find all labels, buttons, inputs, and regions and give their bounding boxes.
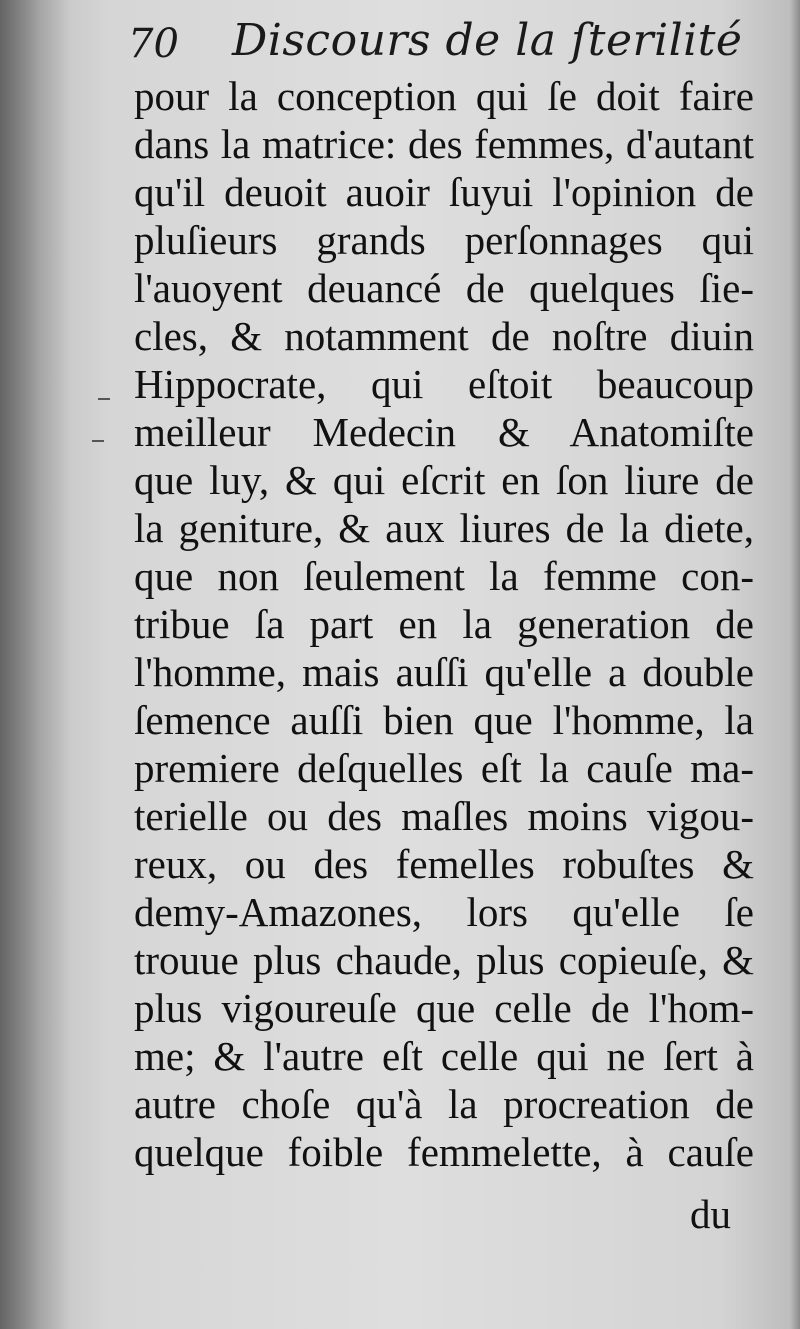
text-line: autre choſe qu'à la procreation de [134, 1081, 754, 1127]
text-line: premiere deſquelles eſt la cauſe ma- [134, 745, 754, 791]
margin-mark [98, 398, 110, 400]
text-line: cles, & notamment de noſtre diuin [134, 313, 754, 359]
binding-shadow [0, 0, 70, 1329]
text-line: tribue ſa part en la generation de [134, 601, 754, 647]
page-number: 70 [128, 21, 179, 67]
margin-mark [92, 440, 104, 442]
text-line: demy-Amazones, lors qu'elle ſe [134, 889, 754, 935]
text-line: trouue plus chaude, plus copieuſe, & [134, 937, 754, 983]
page-header [128, 14, 748, 74]
text-line: qu'il deuoit auoir ſuyui l'opinion de [134, 169, 754, 215]
text-line: l'homme, mais auſſi qu'elle a double [134, 649, 754, 695]
text-line: la geniture, & aux liures de la diete, [134, 505, 754, 551]
text-line: meilleur Medecin & Anatomiſte [134, 409, 754, 455]
text-line: quelque foible femmelette, à cauſe [134, 1129, 754, 1175]
text-line: l'auoyent deuancé de quelques ſie- [134, 265, 754, 311]
running-head: Discours de la ſterilité [232, 15, 743, 66]
text-line: terielle ou des maſles moins vigou- [134, 793, 754, 839]
text-line: que luy, & qui eſcrit en ſon liure de [134, 457, 754, 503]
text-line: plus vigoureuſe que celle de l'hom- [134, 985, 754, 1031]
text-line: me; & l'autre eſt celle qui ne ſert à [134, 1033, 754, 1079]
text-line: reux, ou des femelles robuſtes & [134, 841, 754, 887]
text-line: pluſieurs grands perſonnages qui [134, 217, 754, 263]
text-line: dans la matrice: des femmes, d'autant [134, 121, 754, 167]
text-line: pour la conception qui ſe doit faire [134, 73, 754, 119]
body-text [134, 72, 754, 1176]
catchword: du [690, 1191, 731, 1237]
text-line: Hippocrate, qui eſtoit beaucoup [134, 361, 754, 407]
text-line: ſemence auſſi bien que l'homme, la [134, 697, 754, 743]
text-line: que non ſeulement la femme con- [134, 553, 754, 599]
